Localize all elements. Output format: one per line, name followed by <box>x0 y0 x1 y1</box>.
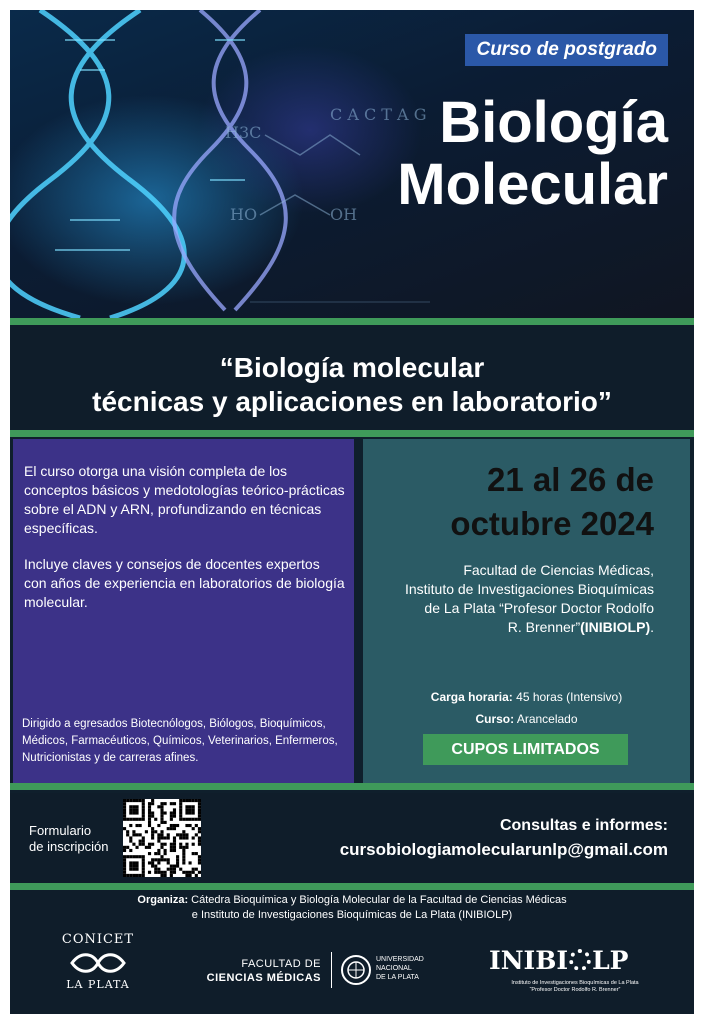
registration-qr-code[interactable] <box>123 799 201 877</box>
fcm-logo-line-1: FACULTAD DE <box>241 958 321 970</box>
course-hours <box>363 690 690 704</box>
svg-text:HO: HO <box>230 205 258 224</box>
contact-heading: Consultas e informes: <box>499 817 668 834</box>
organizer-line-2: e Instituto de Investigaciones Bioquímicas de La Plata (INIBIOLP) <box>191 909 513 921</box>
venue-line-3: de La Plata “Profesor Doctor Rodolfo <box>424 600 654 616</box>
organizer-text-1: Cátedra Bioquímica y Biología Molecular de la Facultad de Ciencias Médicas <box>188 894 567 906</box>
inibiolp-wordmark <box>489 946 628 975</box>
course-type-badge: Curso de postgrado <box>465 34 668 66</box>
audience-paragraph: Dirigido a egresados Biotecnólogos, Biólogos, Bioquímicos, Médicos, Farmacéuticos, Químicos, Veterinarios, Enfermeros, Nutricionistas y de carreras afines. <box>22 718 338 764</box>
venue-line-4 <box>405 618 654 637</box>
green-divider <box>10 783 694 790</box>
svg-text:OH: OH <box>330 205 358 224</box>
course-description-panel <box>13 439 354 783</box>
course-title <box>397 92 668 216</box>
inibiolp-sub-2: “Profesor Doctor Rodolfo R. Brenner” <box>529 987 621 993</box>
course-fee <box>363 712 690 726</box>
course-label: Curso: <box>475 712 515 726</box>
title-line-2: Molecular <box>397 152 668 217</box>
course-value: Arancelado <box>514 712 578 726</box>
inibiolp-part-b: LP <box>592 946 629 975</box>
fcm-logo-line-2: CIENCIAS MÉDICAS <box>206 972 321 984</box>
limited-seats-badge: CUPOS LIMITADOS <box>423 734 628 765</box>
conicet-logo-top: CONICET <box>61 932 135 947</box>
organizer-label: Organiza: <box>137 894 189 906</box>
hours-label: Carga horaria: <box>430 690 513 704</box>
logo-divider <box>331 952 332 988</box>
conicet-infinity-icon <box>58 952 138 974</box>
venue-line-1: Facultad de Ciencias Médicas, <box>463 562 654 578</box>
inibiolp-part-a: INIBI <box>489 946 569 975</box>
subtitle-banner <box>10 325 694 431</box>
footer <box>10 890 694 1014</box>
contact-email-link[interactable]: cursobiologiamolecularunlp@gmail.com <box>339 840 668 859</box>
hours-value: 45 horas (Intensivo) <box>512 690 623 704</box>
contact-section <box>10 793 694 883</box>
organizer-line-1 <box>10 894 694 906</box>
course-details-panel <box>363 439 690 783</box>
gear-icon <box>569 949 591 971</box>
date-line-1: 21 al 26 de <box>487 461 654 498</box>
venue-acronym: (INIBIOLP) <box>580 619 651 635</box>
svg-text:H3C: H3C <box>225 123 262 142</box>
registration-form-label <box>29 823 109 855</box>
unlp-seal-icon <box>340 954 372 986</box>
fcm-logo <box>201 958 321 988</box>
green-divider <box>10 318 694 325</box>
description-paragraph: El curso otorga una visión completa de los conceptos básicos y medotologías teórico-prácticas sobre el ADN y ARN, profundizando en técnicas específicas. <box>24 463 345 536</box>
unlp-line-1: UNIVERSIDAD <box>376 956 424 963</box>
poster <box>10 10 694 1014</box>
inibiolp-sub-1: Instituto de Investigaciones Bioquímicas de La Plata <box>511 980 639 986</box>
venue-line-2: Instituto de Investigaciones Bioquímicas <box>404 581 654 597</box>
experience-paragraph: Incluye claves y consejos de docentes expertos con años de experiencia en laboratorios de biología molecular. <box>24 556 345 610</box>
unlp-line-3: DE LA PLATA <box>376 974 419 981</box>
qr-code-icon <box>123 799 201 877</box>
svg-text:C A C T A G: C A C T A G <box>330 105 427 124</box>
venue-period: . <box>650 619 654 635</box>
subtitle-line-1: “Biología molecular <box>219 352 485 383</box>
form-label-line-2: de inscripción <box>29 839 109 854</box>
conicet-logo <box>58 932 138 998</box>
venue-name: R. Brenner” <box>507 619 581 635</box>
green-divider <box>10 883 694 890</box>
inibiolp-logo <box>485 946 665 1002</box>
title-line-1: Biología <box>439 90 668 155</box>
unlp-logo-text <box>376 955 424 982</box>
conicet-logo-bottom: LA PLATA <box>66 978 130 991</box>
green-divider <box>10 430 694 437</box>
form-label-line-1: Formulario <box>29 823 92 838</box>
hero-banner <box>10 10 694 318</box>
subtitle-line-2: técnicas y aplicaciones en laboratorio” <box>92 386 612 417</box>
inibiolp-subtitle <box>485 980 665 994</box>
date-line-2: octubre 2024 <box>450 505 654 542</box>
venue-text <box>405 561 654 637</box>
unlp-line-2: NACIONAL <box>376 965 412 972</box>
